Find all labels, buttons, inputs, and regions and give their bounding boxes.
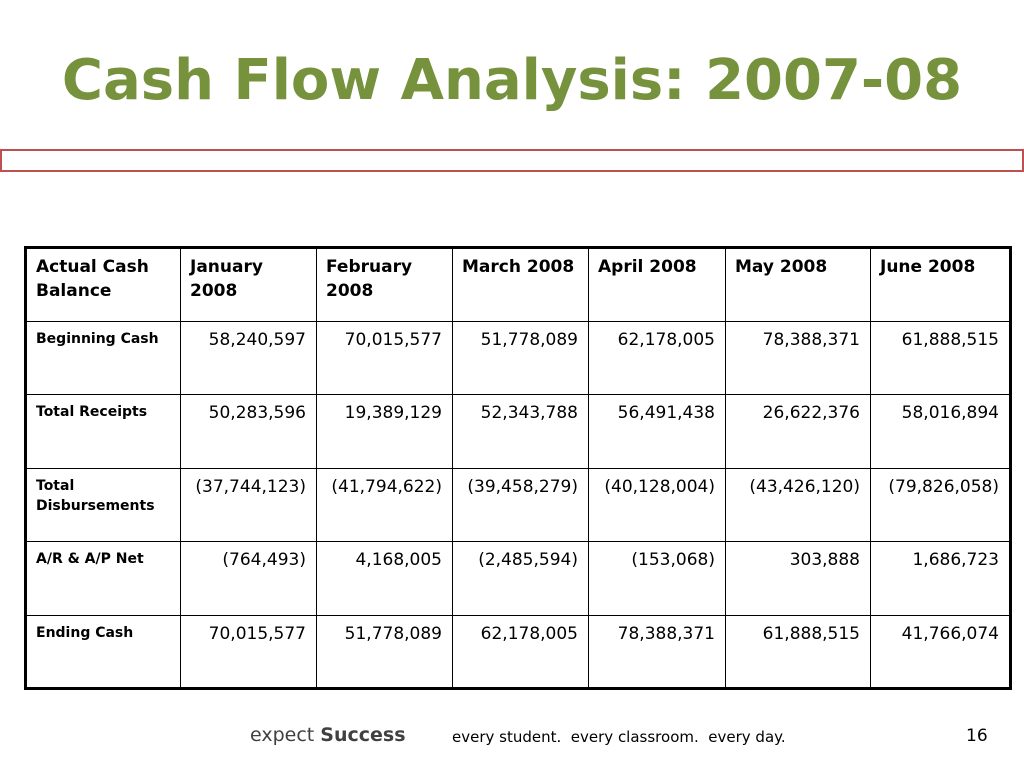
table-cell: (79,826,058) bbox=[871, 468, 1011, 541]
table-cell: 56,491,438 bbox=[589, 395, 726, 468]
table-cell: 303,888 bbox=[726, 542, 871, 615]
table-cell: 61,888,515 bbox=[726, 615, 871, 688]
table-cell: 41,766,074 bbox=[871, 615, 1011, 688]
table-row bbox=[26, 395, 1011, 468]
table-cell: 61,888,515 bbox=[871, 322, 1011, 395]
table-cell: 58,240,597 bbox=[181, 322, 317, 395]
table-cell: (39,458,279) bbox=[453, 468, 589, 541]
row-label: Total Receipts bbox=[26, 395, 181, 468]
expect-success-logo bbox=[250, 724, 406, 746]
table-cell: 26,622,376 bbox=[726, 395, 871, 468]
table-cell: 58,016,894 bbox=[871, 395, 1011, 468]
row-label: Total Disbursements bbox=[26, 468, 181, 541]
title-divider bbox=[0, 149, 1024, 172]
table-row bbox=[26, 322, 1011, 395]
column-header: June 2008 bbox=[871, 248, 1011, 322]
table-cell: (2,485,594) bbox=[453, 542, 589, 615]
table-cell: (43,426,120) bbox=[726, 468, 871, 541]
table-cell: 4,168,005 bbox=[317, 542, 453, 615]
slide-title: Cash Flow Analysis: 2007-08 bbox=[61, 48, 963, 113]
column-header: January 2008 bbox=[181, 248, 317, 322]
column-header: February 2008 bbox=[317, 248, 453, 322]
table-cell: 62,178,005 bbox=[453, 615, 589, 688]
column-header: May 2008 bbox=[726, 248, 871, 322]
table-cell: 1,686,723 bbox=[871, 542, 1011, 615]
logo-text-light: expect bbox=[250, 724, 315, 746]
footer-tagline: every student. every classroom. every day. bbox=[452, 728, 786, 746]
cash-flow-table bbox=[24, 246, 1012, 690]
row-label: Ending Cash bbox=[26, 615, 181, 688]
table-cell: (40,128,004) bbox=[589, 468, 726, 541]
page-number: 16 bbox=[966, 726, 988, 746]
column-header: March 2008 bbox=[453, 248, 589, 322]
table-row bbox=[26, 615, 1011, 688]
table-cell: 52,343,788 bbox=[453, 395, 589, 468]
table-cell: 51,778,089 bbox=[453, 322, 589, 395]
column-header: Actual Cash Balance bbox=[26, 248, 181, 322]
logo-text-bold: Success bbox=[320, 724, 406, 746]
table-cell: (37,744,123) bbox=[181, 468, 317, 541]
column-header: April 2008 bbox=[589, 248, 726, 322]
table-cell: (41,794,622) bbox=[317, 468, 453, 541]
table-cell: 62,178,005 bbox=[589, 322, 726, 395]
table-cell: 50,283,596 bbox=[181, 395, 317, 468]
row-label: A/R & A/P Net bbox=[26, 542, 181, 615]
table-cell: 19,389,129 bbox=[317, 395, 453, 468]
table-cell: 70,015,577 bbox=[317, 322, 453, 395]
table-row bbox=[26, 468, 1011, 541]
table-header-row bbox=[26, 248, 1011, 322]
table-cell: 51,778,089 bbox=[317, 615, 453, 688]
table-row bbox=[26, 542, 1011, 615]
row-label: Beginning Cash bbox=[26, 322, 181, 395]
table-cell: 78,388,371 bbox=[589, 615, 726, 688]
table-cell: 70,015,577 bbox=[181, 615, 317, 688]
table-cell: (153,068) bbox=[589, 542, 726, 615]
table-cell: 78,388,371 bbox=[726, 322, 871, 395]
table-cell: (764,493) bbox=[181, 542, 317, 615]
